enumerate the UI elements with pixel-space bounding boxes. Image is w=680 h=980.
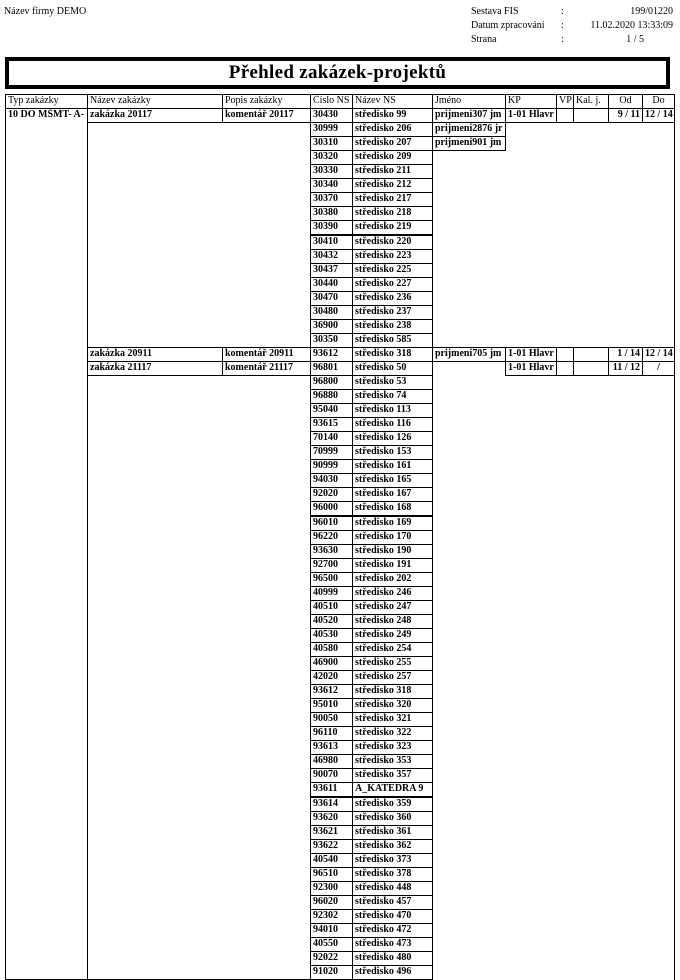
cost-center-number: 30470	[310, 291, 353, 306]
page-number: 1 / 5	[626, 34, 644, 45]
page-title: Přehled zakázek-projektů	[8, 60, 667, 86]
order-kal-j	[573, 347, 609, 362]
cost-center-name: středisko 113	[352, 403, 433, 418]
cost-center-number: 30437	[310, 263, 353, 278]
cost-center-number: 94030	[310, 473, 353, 488]
cost-center-number: 92300	[310, 881, 353, 896]
processing-date: 11.02.2020 13:33:09	[590, 20, 673, 31]
cost-center-name: středisko 320	[352, 698, 433, 713]
order-od: 11 / 12	[608, 361, 643, 376]
separator: :	[561, 34, 564, 45]
order-do: /	[642, 361, 675, 376]
cost-center-number: 93613	[310, 740, 353, 755]
cost-center-name: středisko 360	[352, 811, 433, 826]
cost-center-name: středisko 209	[352, 150, 433, 165]
cost-center-number: 40520	[310, 614, 353, 629]
cost-center-name: středisko 323	[352, 740, 433, 755]
cost-center-number: 40530	[310, 628, 353, 643]
cost-center-name: středisko 353	[352, 754, 433, 769]
cost-center-number: 30410	[310, 235, 353, 250]
date-label: Datum zpracování	[471, 20, 545, 31]
cost-center-number: 90070	[310, 768, 353, 783]
cost-center-name: středisko 219	[352, 220, 433, 235]
cost-center-number: 92022	[310, 951, 353, 966]
cost-center-name: středisko 357	[352, 768, 433, 783]
col-vp-header: VP	[556, 94, 574, 109]
cost-center-name: středisko 247	[352, 600, 433, 615]
cost-center-number: 30310	[310, 136, 353, 151]
cost-center-number: 92020	[310, 487, 353, 502]
cost-center-number: 30430	[310, 108, 353, 123]
cost-center-name: středisko 223	[352, 249, 433, 264]
cost-center-number: 93620	[310, 811, 353, 826]
cost-center-name: středisko 473	[352, 937, 433, 952]
cost-center-name: středisko 321	[352, 712, 433, 727]
cost-center-name: středisko 202	[352, 572, 433, 587]
cost-center-number: 90999	[310, 459, 353, 474]
order-kal-j	[573, 108, 609, 123]
cost-center-number: 70140	[310, 431, 353, 446]
cost-center-name: středisko 361	[352, 825, 433, 840]
cost-center-number: 30370	[310, 192, 353, 207]
cost-center-number: 30432	[310, 249, 353, 264]
order-vp	[556, 347, 574, 362]
person-name: prijmeni705 jm	[432, 347, 506, 362]
col-od-header: Od	[608, 94, 643, 109]
cost-center-number: 40580	[310, 642, 353, 657]
cost-center-name: středisko 480	[352, 951, 433, 966]
typ-zakazky-cell: 10 DO MŠMT- A-	[5, 108, 88, 980]
cost-center-name: středisko 585	[352, 333, 433, 348]
order-blank-area	[87, 375, 311, 980]
cost-center-number: 30320	[310, 150, 353, 165]
order-kp: 1-01 Hlavr	[505, 108, 557, 123]
cost-center-name: středisko 470	[352, 909, 433, 924]
cost-center-name: středisko 74	[352, 389, 433, 404]
page-label: Strana	[471, 34, 497, 45]
cost-center-name: středisko 116	[352, 417, 433, 432]
cost-center-number: 96000	[310, 501, 353, 516]
cost-center-name: středisko 255	[352, 656, 433, 671]
cost-center-number: 91020	[310, 965, 353, 980]
cost-center-number: 96020	[310, 895, 353, 910]
cost-center-name: středisko 165	[352, 473, 433, 488]
cost-center-number: 95040	[310, 403, 353, 418]
cost-center-name: středisko 53	[352, 375, 433, 390]
cost-center-name: středisko 153	[352, 445, 433, 460]
cost-center-number: 94010	[310, 923, 353, 938]
cost-center-number: 96010	[310, 516, 353, 531]
cost-center-name: středisko 167	[352, 487, 433, 502]
cost-center-number: 30380	[310, 206, 353, 221]
order-description: komentář 20117	[222, 108, 311, 123]
cost-center-name: středisko 212	[352, 178, 433, 193]
cost-center-name: středisko 99	[352, 108, 433, 123]
order-vp	[556, 108, 574, 123]
cost-center-name: středisko 318	[352, 684, 433, 699]
cost-center-number: 96801	[310, 361, 353, 376]
cost-center-number: 92302	[310, 909, 353, 924]
cost-center-number: 46980	[310, 754, 353, 769]
cost-center-number: 93621	[310, 825, 353, 840]
cost-center-number: 30390	[310, 220, 353, 235]
cost-center-number: 70999	[310, 445, 353, 460]
cost-center-name: středisko 318	[352, 347, 433, 362]
order-name: zakázka 20117	[87, 108, 223, 123]
cost-center-name: středisko 126	[352, 431, 433, 446]
cost-center-name: středisko 236	[352, 291, 433, 306]
report-id: 199/01220	[630, 6, 673, 17]
cost-center-number: 93612	[310, 347, 353, 362]
table-right-edge	[674, 108, 675, 980]
cost-center-name: středisko 220	[352, 235, 433, 250]
cost-center-number: 36900	[310, 319, 353, 334]
order-kp: 1-01 Hlavr	[505, 361, 557, 376]
cost-center-number: 96110	[310, 726, 353, 741]
cost-center-number: 96500	[310, 572, 353, 587]
cost-center-name: středisko 190	[352, 544, 433, 559]
cost-center-name: středisko 457	[352, 895, 433, 910]
order-name: zakázka 21117	[87, 361, 223, 376]
order-description: komentář 20911	[222, 347, 311, 362]
cost-center-name: středisko 237	[352, 305, 433, 320]
cost-center-number: 93611	[310, 782, 353, 797]
cost-center-name: středisko 362	[352, 839, 433, 854]
order-description: komentář 21117	[222, 361, 311, 376]
separator: :	[561, 6, 564, 17]
cost-center-number: 93630	[310, 544, 353, 559]
cost-center-number: 42020	[310, 670, 353, 685]
order-kal-j	[573, 361, 609, 376]
cost-center-name: středisko 249	[352, 628, 433, 643]
cost-center-name: středisko 472	[352, 923, 433, 938]
order-do: 12 / 14	[642, 108, 675, 123]
person-name: prijmeni901 jm	[432, 136, 506, 151]
cost-center-number: 90050	[310, 712, 353, 727]
cost-center-number: 92700	[310, 558, 353, 573]
cost-center-name: středisko 218	[352, 206, 433, 221]
cost-center-number: 40550	[310, 937, 353, 952]
col-kal-j-header: Kal. j.	[573, 94, 609, 109]
cost-center-number: 30340	[310, 178, 353, 193]
cost-center-name: středisko 170	[352, 530, 433, 545]
cost-center-name: středisko 161	[352, 459, 433, 474]
cost-center-number: 96880	[310, 389, 353, 404]
cost-center-name: středisko 359	[352, 797, 433, 812]
cost-center-name: středisko 373	[352, 853, 433, 868]
title-frame	[5, 57, 670, 89]
order-od: 9 / 11	[608, 108, 643, 123]
cost-center-number: 46900	[310, 656, 353, 671]
order-kp: 1-01 Hlavr	[505, 347, 557, 362]
report-label: Sestava FIS	[471, 6, 519, 17]
cost-center-number: 30440	[310, 277, 353, 292]
cost-center-name: středisko 217	[352, 192, 433, 207]
cost-center-name: středisko 496	[352, 965, 433, 980]
cost-center-name: středisko 246	[352, 586, 433, 601]
person-name: prijmeni307 jm	[432, 108, 506, 123]
cost-center-name: A_KATEDRA 9	[352, 782, 433, 797]
cost-center-name: středisko 207	[352, 136, 433, 151]
order-name: zakázka 20911	[87, 347, 223, 362]
cost-center-name: středisko 448	[352, 881, 433, 896]
cost-center-number: 96800	[310, 375, 353, 390]
col-jmeno-header: Jméno	[432, 94, 506, 109]
cost-center-number: 40999	[310, 586, 353, 601]
cost-center-number: 30330	[310, 164, 353, 179]
order-vp	[556, 361, 574, 376]
cost-center-name: středisko 168	[352, 501, 433, 516]
cost-center-number: 40510	[310, 600, 353, 615]
cost-center-number: 30480	[310, 305, 353, 320]
cost-center-name: středisko 322	[352, 726, 433, 741]
separator: :	[561, 20, 564, 31]
cost-center-number: 93614	[310, 797, 353, 812]
col-cislo-ns-header: Číslo NS	[310, 94, 353, 109]
cost-center-number: 30350	[310, 333, 353, 348]
cost-center-number: 93615	[310, 417, 353, 432]
company-name: Název firmy DEMO	[4, 6, 87, 17]
cost-center-number: 30999	[310, 122, 353, 137]
order-blank-area	[87, 122, 311, 348]
cost-center-name: středisko 378	[352, 867, 433, 882]
person-name: prijmeni2876 jr	[432, 122, 506, 137]
cost-center-name: středisko 169	[352, 516, 433, 531]
cost-center-number: 95010	[310, 698, 353, 713]
col-kp-header: KP	[505, 94, 557, 109]
col-popis-zakazky-header: Popis zakázky	[222, 94, 311, 109]
cost-center-name: středisko 206	[352, 122, 433, 137]
cost-center-name: středisko 225	[352, 263, 433, 278]
cost-center-name: středisko 191	[352, 558, 433, 573]
cost-center-name: středisko 248	[352, 614, 433, 629]
cost-center-number: 40540	[310, 853, 353, 868]
cost-center-name: středisko 254	[352, 642, 433, 657]
cost-center-number: 93612	[310, 684, 353, 699]
cost-center-number: 96220	[310, 530, 353, 545]
col-nazev-ns-header: Název NS	[352, 94, 433, 109]
cost-center-name: středisko 227	[352, 277, 433, 292]
col-nazev-zakazky-header: Název zakázky	[87, 94, 223, 109]
order-do: 12 / 14	[642, 347, 675, 362]
cost-center-number: 96510	[310, 867, 353, 882]
cost-center-name: středisko 50	[352, 361, 433, 376]
cost-center-name: středisko 211	[352, 164, 433, 179]
col-do-header: Do	[642, 94, 675, 109]
cost-center-name: středisko 257	[352, 670, 433, 685]
cost-center-name: středisko 238	[352, 319, 433, 334]
order-od: 1 / 14	[608, 347, 643, 362]
col-typ-zakazky-header: Typ zakázky	[5, 94, 88, 109]
cost-center-number: 93622	[310, 839, 353, 854]
